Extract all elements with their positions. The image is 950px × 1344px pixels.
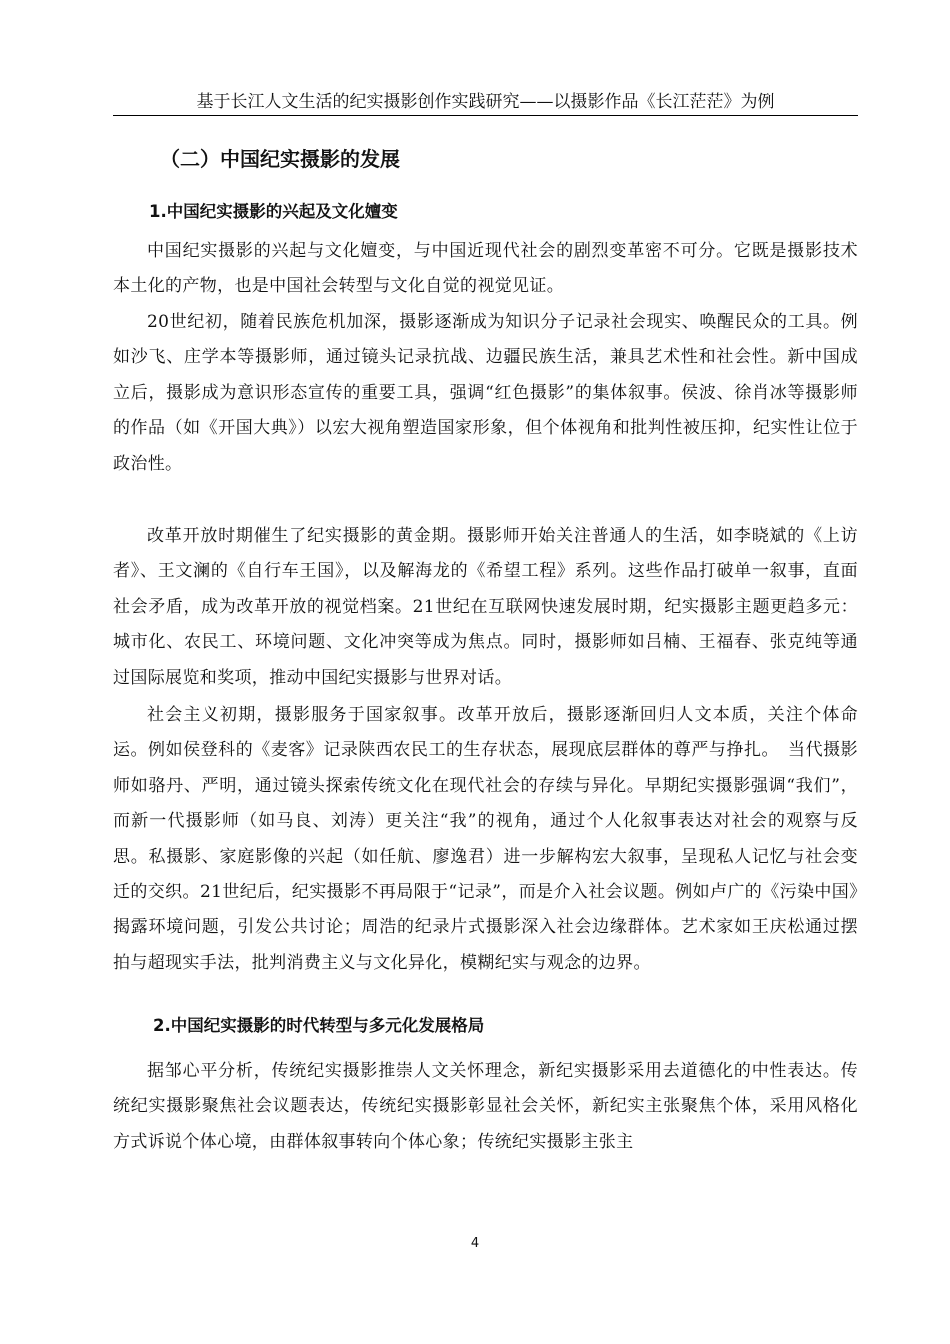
- subsection-heading-2: 2.中国纪实摄影的时代转型与多元化发展格局: [153, 1016, 485, 1035]
- paragraph-4: 社会主义初期，摄影服务于国家叙事。改革开放后，摄影逐渐回归人文本质，关注个体命运。例如侯登科的《麦客》记录陕西农民工的生存状态，展现底层群体的尊严与挣扎。 当代摄影师如骆丹、严明，通过镜头探索传统文化在现代社会的存续与异化。早期纪实摄影强调“我们”，而新一代摄影师（如马良、刘涛）更关注“我”的视角，通过个人化叙事表达对社会的观察与反思。私摄影、家庭影像的兴起（如任航、廖逸君）进一步解构宏大叙事，呈现私人记忆与社会变迁的交织。21世纪后，纪实摄影不再局限于“记录”，而是介入社会议题。例如卢广的《污染中国》揭露环境问题，引发公共讨论；周浩的纪录片式摄影深入社会边缘群体。艺术家如王庆松通过摆拍与超现实手法，批判消费主义与文化异化，模糊纪实与观念的边界。: [113, 705, 858, 973]
- header-divider: [113, 115, 858, 116]
- section-heading: （二）中国纪实摄影的发展: [160, 147, 400, 171]
- running-header: 基于长江人文生活的纪实摄影创作实践研究——以摄影作品《长江茫茫》为例: [196, 92, 775, 112]
- paragraph-2: 20世纪初，随着民族危机加深，摄影逐渐成为知识分子记录社会现实、唤醒民众的工具。例如沙飞、庄学本等摄影师，通过镜头记录抗战、边疆民族生活，兼具艺术性和社会性。新中国成立后，摄影成为意识形态宣传的重要工具，强调“红色摄影”的集体叙事。侯波、徐肖冰等摄影师的作品（如《开国大典》）以宏大视角塑造国家形象，但个体视角和批判性被压抑，纪实性让位于政治性。: [113, 312, 858, 474]
- paragraph-3: 改革开放时期催生了纪实摄影的黄金期。摄影师开始关注普通人的生活，如李晓斌的《上访者》、王文澜的《自行车王国》，以及解海龙的《希望工程》系列。这些作品打破单一叙事，直面社会矛盾，成为改革开放的视觉档案。21世纪在互联网快速发展时期，纪实摄影主题更趋多元：城市化、农民工、环境问题、文化冲突等成为焦点。同时，摄影师如吕楠、王福春、张克纯等通过国际展览和奖项，推动中国纪实摄影与世界对话。: [113, 526, 858, 688]
- subsection-heading-1: 1.中国纪实摄影的兴起及文化嬗变: [149, 202, 398, 221]
- paragraph-5: 据邹心平分析，传统纪实摄影推崇人文关怀理念，新纪实摄影采用去道德化的中性表达。传统纪实摄影聚焦社会议题表达，传统纪实摄影彰显社会关怀，新纪实主张聚焦个体，采用风格化方式诉说个体心境，由群体叙事转向个体心象；传统纪实摄影主张主: [113, 1061, 858, 1152]
- page-number: 4: [470, 1236, 480, 1251]
- paragraph-1: 中国纪实摄影的兴起与文化嬗变，与中国近现代社会的剧烈变革密不可分。它既是摄影技术本土化的产物，也是中国社会转型与文化自觉的视觉见证。: [113, 241, 858, 297]
